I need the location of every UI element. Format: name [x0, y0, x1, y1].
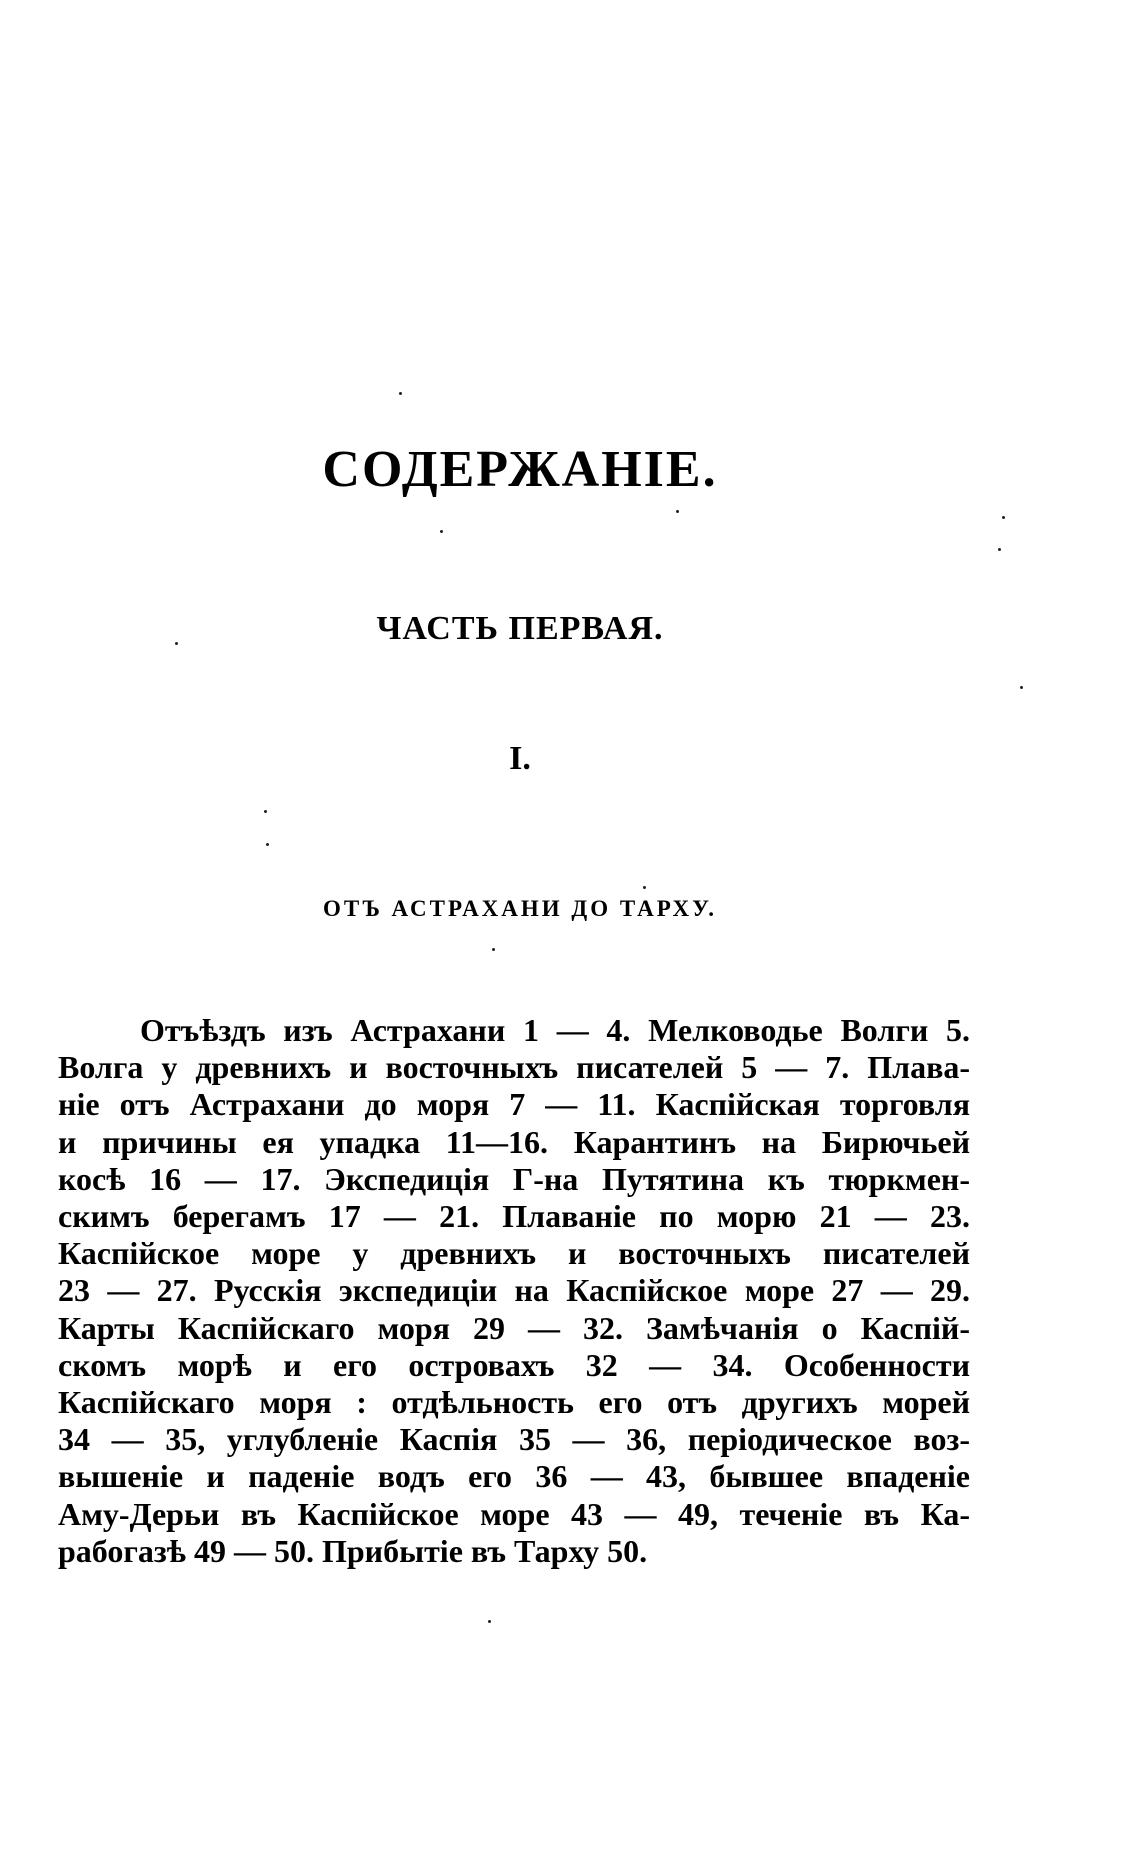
scan-speck	[492, 948, 495, 951]
page-title: СОДЕРЖАНІЕ.	[322, 441, 718, 498]
summary-line: и причины ея упадка 11—16. Карантинъ на Бирючьей	[58, 1123, 970, 1160]
summary-line: Карты Каспійскаго моря 29 — 32. Замѣчанія о Каспій-	[58, 1309, 970, 1346]
scan-speck	[264, 810, 267, 813]
part-heading: ЧАСТЬ ПЕРВАЯ.	[376, 610, 664, 647]
chapter-summary	[58, 1012, 970, 1570]
scan-speck	[266, 843, 269, 846]
scan-speck	[676, 510, 679, 513]
summary-line: Отъѣздъ изъ Астрахани 1 — 4. Мелководье Волги 5.	[140, 1012, 970, 1048]
scan-speck	[440, 530, 443, 533]
chapter-title: ОТЪ АСТРАХАНИ ДО ТАРХУ.	[322, 896, 718, 921]
summary-line: скимъ берегамъ 17 — 21. Плаваніе по морю 21 — 23.	[58, 1198, 970, 1235]
scan-speck	[643, 886, 646, 889]
scan-speck	[1002, 516, 1005, 519]
scan-speck	[399, 392, 402, 395]
summary-line: вышеніе и паденіе водъ его 36 — 43, бывшее впаденіе	[58, 1458, 970, 1495]
scan-speck	[998, 548, 1001, 551]
summary-line: Каспійское море у древнихъ и восточныхъ писателей	[58, 1235, 970, 1272]
chapter-number: I.	[509, 740, 531, 777]
summary-line: Каспійскаго моря : отдѣльность его отъ другихъ морей	[58, 1384, 970, 1421]
scan-speck	[1020, 686, 1023, 689]
summary-line: Волга у древнихъ и восточныхъ писателей 5 — 7. Плава-	[58, 1049, 970, 1086]
summary-line: рабогазѣ 49 — 50. Прибытіе въ Тарху 50.	[58, 1532, 648, 1569]
summary-line: 23 — 27. Русскія экспедиціи на Каспійское море 27 — 29.	[58, 1272, 970, 1309]
summary-line: Аму-Дерьи въ Каспійское море 43 — 49, теченіе въ Ка-	[58, 1495, 970, 1532]
summary-line: скомъ морѣ и его островахъ 32 — 34. Особенности	[58, 1346, 970, 1383]
summary-line: косѣ 16 — 17. Экспедиція Г-на Путятина къ тюркмен-	[58, 1160, 970, 1197]
scan-speck	[175, 642, 178, 645]
summary-line: ніе отъ Астрахани до моря 7 — 11. Каспійская торговля	[58, 1086, 970, 1123]
scan-speck	[488, 1620, 491, 1623]
summary-line: 34 — 35, углубленіе Каспія 35 — 36, періодическое воз-	[58, 1421, 970, 1458]
